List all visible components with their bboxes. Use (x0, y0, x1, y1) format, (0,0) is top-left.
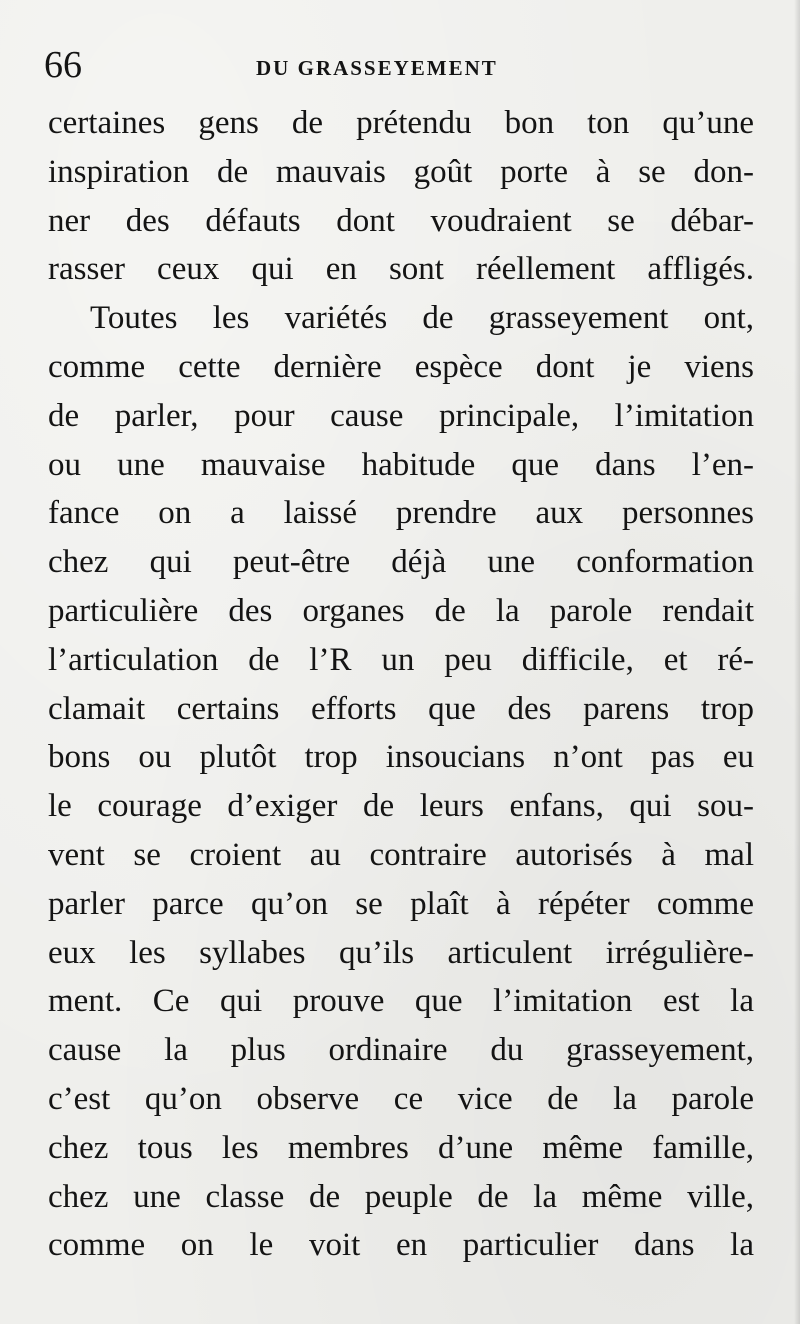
text-line: vent se croient au contraire autorisés à mal (48, 836, 754, 873)
text-line: fance on a laissé prendre aux personnes (48, 495, 754, 532)
text-line: de parler, pour cause principale, l’imitation (48, 397, 754, 434)
text-line: ner des défauts dont voudraient se débar- (48, 202, 754, 239)
text-line: cause la plus ordinaire du grasseyement, (48, 1032, 754, 1069)
text-line: bons ou plutôt trop insoucians n’ont pas eu (48, 739, 754, 776)
text-line: inspiration de mauvais goût porte à se don- (48, 153, 754, 190)
body-text (48, 99, 754, 1270)
text-line: clamait certains efforts que des parens trop (48, 690, 754, 727)
text-line: certaines gens de prétendu bon ton qu’une (48, 105, 754, 141)
text-line: rasser ceux qui en sont réellement affligés. (48, 251, 754, 288)
text-line: particulière des organes de la parole rendait (48, 592, 754, 629)
text-line: comme cette dernière espèce dont je viens (48, 348, 754, 385)
text-line: le courage d’exiger de leurs enfans, qui sou- (48, 788, 754, 825)
text-line: parler parce qu’on se plaît à répéter comme (48, 885, 754, 922)
page-edge-shadow (794, 0, 800, 1324)
running-head: DU GRASSEYEMENT (256, 56, 498, 80)
text-line: l’articulation de l’R un peu difficile, et ré- (48, 641, 754, 678)
text-line: ou une mauvaise habitude que dans l’en- (48, 446, 754, 483)
text-line: comme on le voit en particulier dans la (48, 1227, 754, 1264)
text-line: c’est qu’on observe ce vice de la parole (48, 1080, 754, 1117)
text-line: eux les syllabes qu’ils articulent irrégulière- (48, 934, 754, 971)
paragraph-start-line: Toutes les variétés de grasseyement ont, (90, 300, 754, 337)
page-header (44, 40, 750, 90)
text-line: ment. Ce qui prouve que l’imitation est la (48, 983, 754, 1020)
text-line: chez qui peut-être déjà une conformation (48, 544, 754, 581)
text-line: chez une classe de peuple de la même ville, (48, 1178, 754, 1215)
text-line: chez tous les membres d’une même famille, (48, 1129, 754, 1166)
page-number: 66 (44, 44, 82, 86)
